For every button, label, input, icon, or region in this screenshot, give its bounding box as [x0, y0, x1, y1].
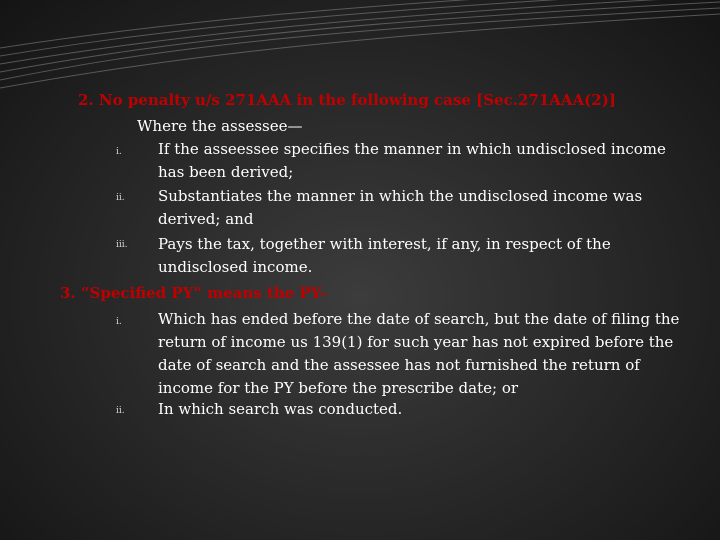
list-item: Pays the tax, together with interest, if any, in respect of the undisclosed income.	[158, 235, 611, 276]
list-item: Which has ended before the date of search, but the date of filing the return of income us 139(1) for such year has not expired before the date of search and the assessee has not furnished the return of income for the PY before the prescribe date; or	[158, 310, 680, 397]
list-marker: ii.	[116, 406, 125, 416]
list-marker: iii.	[116, 240, 128, 250]
list-marker: ii.	[116, 193, 125, 203]
section-2-intro: Where the assessee—	[137, 117, 303, 135]
list-item: Substantiates the manner in which the undisclosed income was derived; and	[158, 187, 643, 228]
section-3-heading: 3. “Specified PY” means the PY-	[60, 284, 327, 302]
section-2-heading: 2. No penalty u/s 271AAA in the following case [Sec.271AAA(2)]	[78, 91, 616, 109]
list-marker: i.	[116, 317, 122, 327]
list-item: If the asseessee specifies the manner in which undisclosed income has been derived;	[158, 140, 666, 181]
list-item: In which search was conducted.	[158, 400, 403, 418]
list-marker: i.	[116, 147, 122, 157]
